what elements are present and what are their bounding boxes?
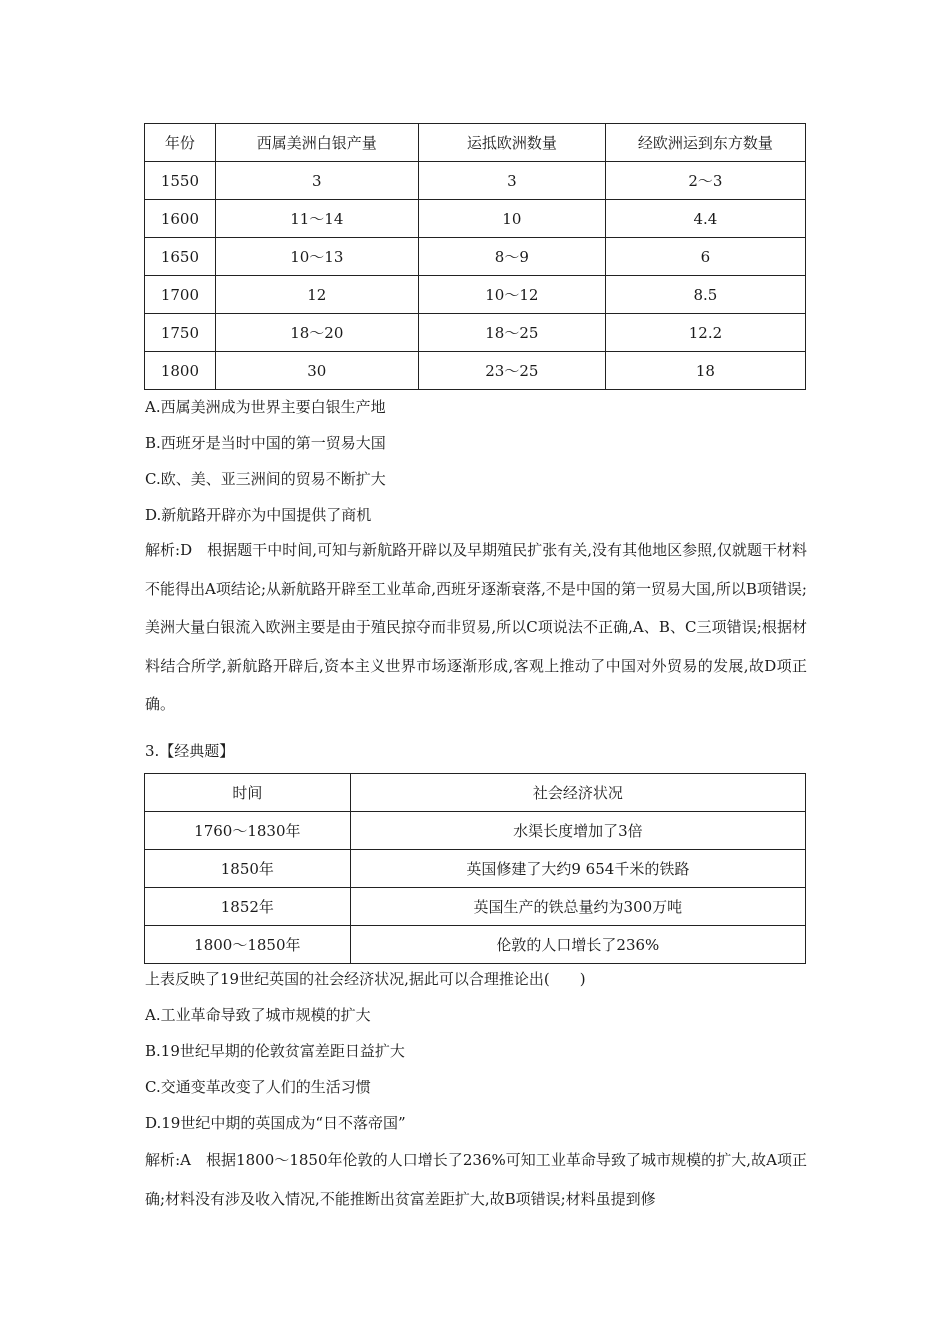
table-header-row xyxy=(145,124,806,162)
table-cell: 1550 xyxy=(145,162,216,200)
table-cell: 18～20 xyxy=(215,314,418,352)
table-cell: 1650 xyxy=(145,238,216,276)
table-cell: 1800 xyxy=(145,352,216,390)
analysis-paragraph: 解析:D 根据题干中时间,可知与新航路开辟以及早期殖民扩张有关,没有其他地区参照,仅就题干材料不能得出A项结论;从新航路开辟至工业革命,西班牙逐渐衰落,不是中国的第一贸易大国,所以B项错误;美洲大量白银流入欧洲主要是由于殖民掠夺而非贸易,所以C项说法不正确,A、B、C三项错误;根据材料结合所学,新航路开辟后,资本主义世界市场逐渐形成,客观上推动了中国对外贸易的发展,故D项正确。 xyxy=(145,541,807,713)
table-cell: 23～25 xyxy=(418,352,605,390)
silver-table xyxy=(144,123,806,390)
table-cell: 英国修建了大约9 654千米的铁路 xyxy=(350,850,805,888)
table-row xyxy=(145,352,806,390)
question-stem: 上表反映了19世纪英国的社会经济状况,据此可以合理推论出( ) xyxy=(145,970,586,988)
table-cell: 8～9 xyxy=(418,238,605,276)
table-row xyxy=(145,276,806,314)
option-a: A.西属美洲成为世界主要白银生产地 xyxy=(145,398,386,416)
table-cell: 2～3 xyxy=(605,162,805,200)
table-cell: 30 xyxy=(215,352,418,390)
table-row xyxy=(145,314,806,352)
table-cell: 4.4 xyxy=(605,200,805,238)
table-cell: 伦敦的人口增长了236% xyxy=(350,926,805,964)
table-cell: 10～12 xyxy=(418,276,605,314)
table-cell: 英国生产的铁总量约为300万吨 xyxy=(350,888,805,926)
option-b: B.西班牙是当时中国的第一贸易大国 xyxy=(145,434,386,452)
table-cell: 1850年 xyxy=(145,850,351,888)
option-d: D.19世纪中期的英国成为“日不落帝国” xyxy=(145,1114,406,1132)
table-header-cell: 时间 xyxy=(145,774,351,812)
table-cell: 1700 xyxy=(145,276,216,314)
table-row xyxy=(145,926,806,964)
table-row xyxy=(145,238,806,276)
table-cell: 18 xyxy=(605,352,805,390)
table-cell: 1800～1850年 xyxy=(145,926,351,964)
option-d: D.新航路开辟亦为中国提供了商机 xyxy=(145,506,372,524)
table-cell: 11～14 xyxy=(215,200,418,238)
table-cell: 12.2 xyxy=(605,314,805,352)
table-row xyxy=(145,162,806,200)
table-cell: 1760～1830年 xyxy=(145,812,351,850)
table-header-cell: 社会经济状况 xyxy=(350,774,805,812)
table-header-cell: 西属美洲白银产量 xyxy=(215,124,418,162)
table-header-cell: 运抵欧洲数量 xyxy=(418,124,605,162)
table-cell: 6 xyxy=(605,238,805,276)
table-cell: 1852年 xyxy=(145,888,351,926)
table-cell: 10～13 xyxy=(215,238,418,276)
table-cell: 18～25 xyxy=(418,314,605,352)
table-cell: 1750 xyxy=(145,314,216,352)
option-c: C.交通变革改变了人们的生活习惯 xyxy=(145,1078,371,1096)
table-header-cell: 年份 xyxy=(145,124,216,162)
table-cell: 水渠长度增加了3倍 xyxy=(350,812,805,850)
table-cell: 3 xyxy=(215,162,418,200)
option-b: B.19世纪早期的伦敦贫富差距日益扩大 xyxy=(145,1042,405,1060)
question-heading: 3.【经典题】 xyxy=(145,742,235,760)
table-cell: 12 xyxy=(215,276,418,314)
table-row xyxy=(145,850,806,888)
britain-table xyxy=(144,773,806,964)
table-row xyxy=(145,200,806,238)
table-cell: 8.5 xyxy=(605,276,805,314)
table-row xyxy=(145,812,806,850)
analysis-paragraph: 解析:A 根据1800～1850年伦敦的人口增长了236%可知工业革命导致了城市规模的扩大,故A项正确;材料没有涉及收入情况,不能推断出贫富差距扩大,故B项错误;材料虽提到修 xyxy=(145,1151,807,1208)
option-a: A.工业革命导致了城市规模的扩大 xyxy=(145,1006,371,1024)
table-cell: 10 xyxy=(418,200,605,238)
option-c: C.欧、美、亚三洲间的贸易不断扩大 xyxy=(145,470,386,488)
table-cell: 3 xyxy=(418,162,605,200)
table-row xyxy=(145,888,806,926)
table-cell: 1600 xyxy=(145,200,216,238)
table-header-cell: 经欧洲运到东方数量 xyxy=(605,124,805,162)
table-header-row xyxy=(145,774,806,812)
